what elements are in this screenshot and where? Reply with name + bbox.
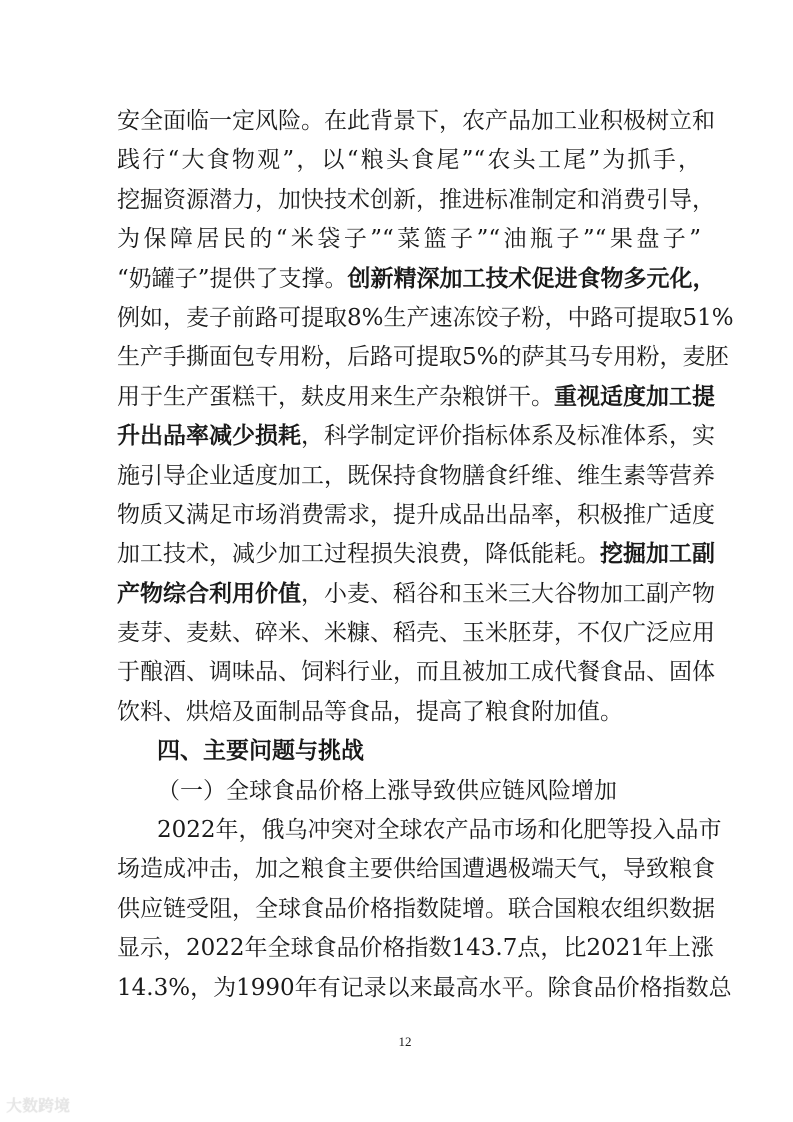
text-line: [117, 338, 729, 377]
text-line: [117, 260, 716, 299]
bold-text: 升出品率减少损耗: [117, 423, 301, 450]
text-line: [117, 693, 701, 732]
text-segment: 加工技术，减少加工过程损失浪费，降低能耗。: [117, 541, 600, 568]
text-segment: （一）全球食品价格上涨导致供应链风险增加: [157, 777, 617, 804]
document-body: [117, 102, 734, 1008]
text-segment: 饮料、烘焙及面制品等食品，提高了粮食附加值。: [117, 698, 623, 725]
text-line: [117, 653, 715, 692]
text-line: [117, 102, 715, 141]
text-segment: 施引导企业适度加工，既保持食物膳食纤维、维生素等营养: [117, 462, 715, 489]
watermark-logo: [6, 1093, 70, 1116]
text-line: [117, 850, 715, 889]
text-line: [117, 299, 734, 338]
text-line: [117, 181, 715, 220]
bold-text: 产物综合利用价值: [117, 580, 301, 607]
text-line: [117, 575, 715, 614]
text-line: [117, 457, 715, 496]
text-segment: 为保障居民的“米袋子”“菜篮子”“油瓶子”“果盘子”: [117, 226, 701, 253]
text-line: [117, 969, 732, 1008]
text-line: [117, 141, 701, 180]
bold-text: 重视适度加工提: [554, 383, 715, 410]
text-line: [117, 220, 701, 259]
text-line: [117, 929, 714, 968]
text-segment: 2022年，俄乌冲突对全球农产品市场和化肥等投入品市: [157, 817, 722, 844]
text-segment: 例如，麦子前路可提取8%生产速冻饺子粉，中路可提取51%: [117, 304, 734, 331]
text-line: [117, 890, 715, 929]
text-line: [117, 614, 715, 653]
text-line: [117, 535, 715, 574]
text-segment: ，科学制定评价指标体系及标准体系，实: [301, 423, 715, 450]
text-segment: 用于生产蛋糕干，麸皮用来生产杂粮饼干。: [117, 383, 554, 410]
text-line: [117, 417, 715, 456]
text-line: [117, 378, 715, 417]
text-segment: 安全面临一定风险。在此背景下，农产品加工业积极树立和: [117, 108, 715, 134]
bold-text: 四、主要问题与挑战: [157, 738, 364, 765]
text-segment: 麦芽、麦麸、碎米、米糠、稻壳、玉米胚芽，不仅广泛应用: [117, 620, 715, 647]
text-segment: 生产手撕面包专用粉，后路可提取5%的萨其马专用粉，麦胚: [117, 344, 729, 371]
bold-text: 挖掘加工副: [600, 541, 715, 568]
text-segment: 显示，2022年全球食品价格指数143.7点，比2021年上涨: [117, 935, 714, 962]
page-number: 12: [398, 1034, 412, 1049]
text-segment: 供应链受阻，全球食品价格指数陡增。联合国粮农组织数据: [117, 895, 715, 922]
section-heading: [117, 732, 701, 771]
text-segment: 场造成冲击，加之粮食主要供给国遭遇极端天气，导致粮食: [117, 856, 715, 883]
text-segment: ，小麦、稻谷和玉米三大谷物加工副产物: [301, 580, 715, 607]
text-line: [117, 496, 715, 535]
bold-text: 创新精深加工技术促进食物多元化，: [347, 265, 716, 292]
text-line: [117, 811, 722, 850]
text-segment: “奶罐子”提供了支撑。: [117, 265, 348, 292]
subsection-heading: [117, 772, 701, 811]
watermark-text: 大数跨境: [6, 1096, 71, 1115]
text-segment: 挖掘资源潜力，加快技术创新，推进标准制定和消费引导，: [117, 186, 715, 213]
text-segment: 14.3%，为1990年有记录以来最高水平。除食品价格指数总: [117, 974, 732, 1001]
text-segment: 物质又满足市场消费需求，提升成品出品率，积极推广适度: [117, 501, 715, 528]
text-segment: 践行“大食物观”，以“粮头食尾”“农头工尾”为抓手，: [117, 147, 701, 174]
text-segment: 于酿酒、调味品、饲料行业，而且被加工成代餐食品、固体: [117, 659, 715, 686]
